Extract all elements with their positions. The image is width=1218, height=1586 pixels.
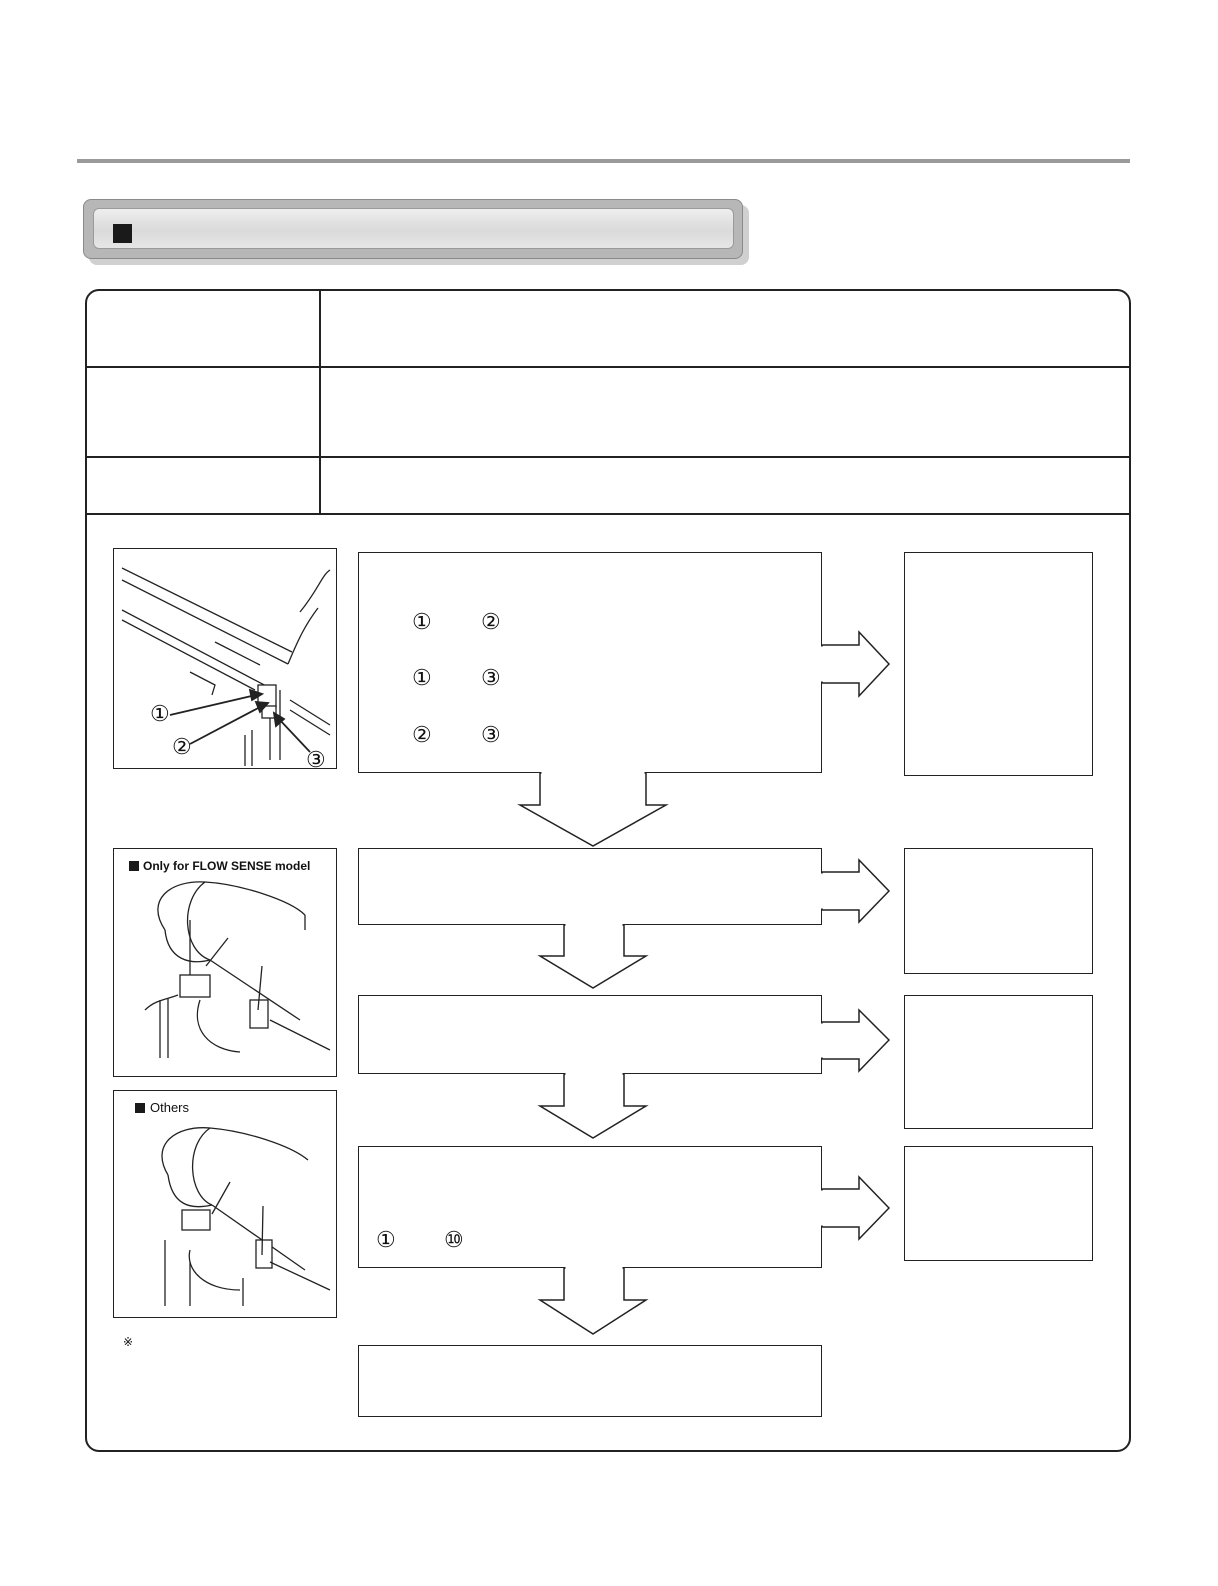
step1-pair2-a: ① <box>412 666 432 691</box>
others-label: Others <box>135 1100 189 1115</box>
flow-sense-label: Only for FLOW SENSE model <box>129 859 310 873</box>
step1-pair1-b: ② <box>481 610 501 635</box>
step4-range-to: ⑩ <box>444 1228 464 1253</box>
label-square-icon <box>129 861 139 871</box>
step1-pair1-a: ① <box>412 610 432 635</box>
others-drawing <box>162 1128 330 1306</box>
callout-2: ② <box>172 735 192 760</box>
down-arrow-1 <box>520 773 666 846</box>
label-square-icon <box>135 1103 145 1113</box>
down-arrow-4 <box>540 1268 646 1334</box>
right-arrow-2 <box>822 860 889 922</box>
step1-pair3-a: ② <box>412 723 432 748</box>
flow-sense-drawing <box>145 882 330 1058</box>
note-mark: ※ <box>123 1335 134 1349</box>
right-arrow-1 <box>822 632 889 696</box>
right-arrow-3 <box>822 1010 889 1071</box>
callout-3: ③ <box>306 748 326 773</box>
callout-1: ① <box>150 702 170 727</box>
right-arrow-4 <box>822 1177 889 1239</box>
down-arrow-3 <box>540 1074 646 1138</box>
down-arrow-2 <box>540 925 646 988</box>
step4-range-from: ① <box>376 1228 396 1253</box>
connector-drawing <box>122 568 330 766</box>
step1-pair3-b: ③ <box>481 723 501 748</box>
step1-pair2-b: ③ <box>481 666 501 691</box>
